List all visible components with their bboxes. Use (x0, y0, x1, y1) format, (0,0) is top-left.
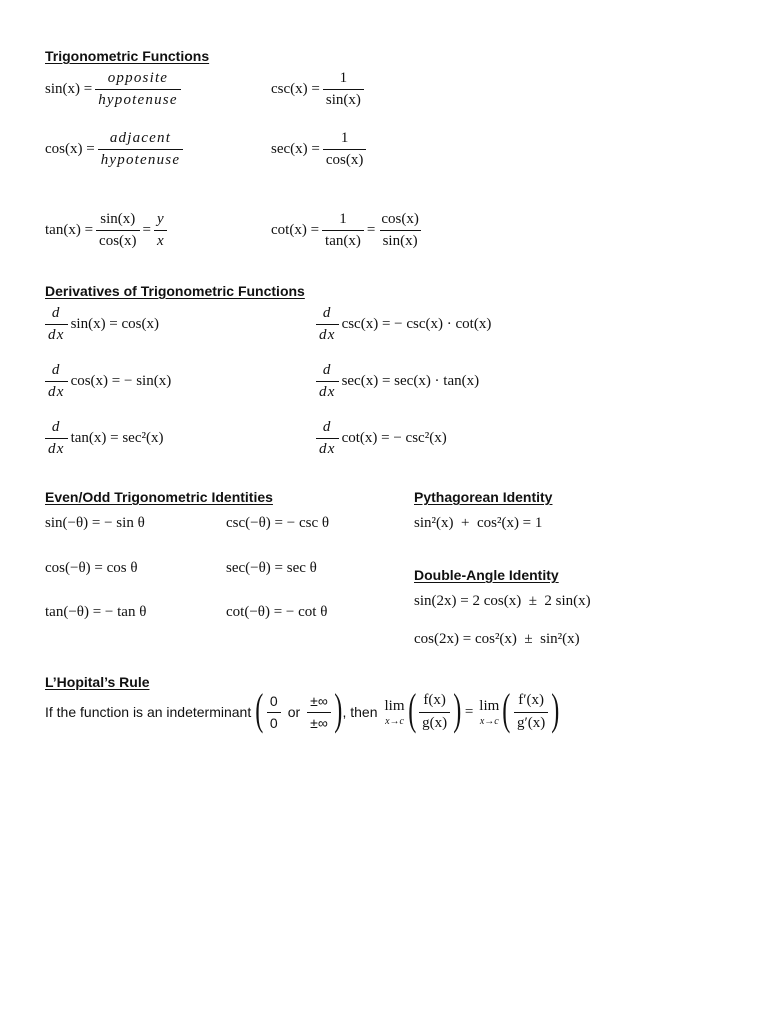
sec-denominator: cos(x) (323, 149, 367, 169)
right-paren: ) (334, 685, 343, 734)
d-dx (316, 362, 339, 402)
double-angle-cos: cos(2x) = cos²(x) ± sin²(x) (414, 631, 580, 647)
cos-denominator: hypotenuse (98, 149, 183, 169)
d-num: d (322, 362, 332, 378)
sin-numerator: opposite (107, 70, 169, 86)
d-den: dx (316, 438, 339, 458)
d-num: d (322, 419, 332, 435)
sin-lhs: sin(x) = (45, 81, 93, 98)
tan-fraction-1 (96, 211, 140, 251)
f-over-g (419, 692, 450, 732)
d-num: d (51, 305, 61, 321)
sec-definition (271, 130, 369, 170)
zero-over-zero (267, 693, 281, 730)
tan-denominator-1: cos(x) (96, 230, 140, 250)
gpx: g′(x) (514, 712, 548, 732)
lhopital-rule (45, 685, 560, 734)
heading-derivatives: Derivatives of Trigonometric Functions (45, 283, 305, 299)
heading-trig-functions: Trigonometric Functions (45, 48, 210, 64)
heading-even-odd: Even/Odd Trigonometric Identities (45, 489, 273, 505)
deriv-csc (316, 305, 491, 345)
frac2-den: ±∞ (307, 712, 331, 731)
or-text: or (287, 704, 301, 720)
then-text: , then (342, 704, 378, 720)
tan-definition (45, 211, 170, 251)
sin-fraction (95, 70, 180, 110)
lim-sub: x→c (385, 715, 404, 727)
evenodd-cos: cos(−θ) = cos θ (45, 560, 138, 576)
double-angle-sin: sin(2x) = 2 cos(x) ± 2 sin(x) (414, 593, 591, 609)
deriv-sec (316, 362, 479, 402)
frac2-num: ±∞ (310, 693, 328, 710)
left-paren: ( (407, 685, 416, 734)
sin-definition (45, 70, 184, 110)
lim-label: lim (384, 697, 405, 714)
deriv-sin (45, 305, 159, 345)
d-num: d (51, 419, 61, 435)
deriv-csc-rhs: csc(x) = − csc(x) · cot(x) (341, 316, 492, 333)
d-dx (45, 305, 68, 345)
deriv-sec-rhs: sec(x) = sec(x) · tan(x) (341, 373, 480, 390)
heading-double-angle: Double-Angle Identity (414, 567, 559, 583)
d-dx (316, 305, 339, 345)
equals: = (464, 703, 474, 720)
tan-numerator-2: y (157, 211, 164, 227)
gx: g(x) (419, 712, 450, 732)
deriv-cos (45, 362, 171, 402)
d-num: d (322, 305, 332, 321)
d-dx (45, 419, 68, 459)
sec-lhs: sec(x) = (271, 141, 320, 158)
d-dx (45, 362, 68, 402)
evenodd-sec: sec(−θ) = sec θ (226, 560, 317, 576)
csc-denominator: sin(x) (323, 89, 364, 109)
cot-lhs: cot(x) = (271, 222, 320, 239)
csc-fraction (323, 70, 364, 110)
cot-denominator-2: sin(x) (380, 230, 421, 250)
d-den: dx (45, 324, 68, 344)
cot-numerator-2: cos(x) (381, 211, 419, 227)
evenodd-cot: cot(−θ) = − cot θ (226, 604, 328, 620)
right-paren: ) (551, 685, 560, 734)
d-den: dx (316, 381, 339, 401)
cot-denominator-1: tan(x) (322, 230, 364, 250)
cot-equals: = (366, 222, 376, 239)
deriv-cot (316, 419, 447, 459)
fprime-over-gprime (514, 692, 548, 732)
deriv-tan (45, 419, 163, 459)
d-den: dx (45, 381, 68, 401)
cot-definition (271, 211, 425, 251)
deriv-cos-rhs: cos(x) = − sin(x) (70, 373, 172, 390)
limit-1 (385, 698, 405, 727)
sec-numerator: 1 (340, 130, 349, 146)
inf-over-inf (307, 693, 331, 730)
tan-denominator-2: x (154, 230, 167, 250)
sin-denominator: hypotenuse (95, 89, 180, 109)
sec-fraction (323, 130, 367, 170)
deriv-sin-rhs: sin(x) = cos(x) (70, 316, 160, 333)
csc-lhs: csc(x) = (271, 81, 320, 98)
heading-pythagorean: Pythagorean Identity (414, 489, 553, 505)
d-num: d (51, 362, 61, 378)
d-dx (316, 419, 339, 459)
cot-fraction-2 (378, 211, 422, 251)
evenodd-csc: csc(−θ) = − csc θ (226, 515, 330, 531)
cos-definition (45, 130, 186, 170)
lim-label: lim (479, 697, 500, 714)
fpx: f′(x) (518, 692, 544, 709)
limit-2 (479, 698, 499, 727)
evenodd-tan: tan(−θ) = − tan θ (45, 604, 147, 620)
d-den: dx (45, 438, 68, 458)
cot-fraction-1 (322, 211, 364, 251)
deriv-tan-rhs: tan(x) = sec²(x) (70, 430, 164, 447)
evenodd-sin: sin(−θ) = − sin θ (45, 515, 145, 531)
lim-sub: x→c (479, 715, 499, 727)
deriv-cot-rhs: cot(x) = − csc²(x) (341, 430, 447, 447)
csc-numerator: 1 (339, 70, 348, 86)
cos-lhs: cos(x) = (45, 141, 95, 158)
right-paren: ) (453, 685, 462, 734)
tan-lhs: tan(x) = (45, 222, 94, 239)
cos-fraction (98, 130, 183, 170)
frac1-num: 0 (269, 693, 278, 710)
frac1-den: 0 (267, 712, 281, 731)
fx: f(x) (423, 692, 446, 709)
left-paren: ( (255, 685, 264, 734)
pythagorean-formula: sin²(x) + cos²(x) = 1 (414, 515, 543, 531)
cot-numerator-1: 1 (339, 211, 347, 227)
tan-fraction-2 (154, 211, 167, 251)
lhopital-text: If the function is an indeterminant (45, 704, 252, 720)
d-den: dx (316, 324, 339, 344)
cos-numerator: adjacent (109, 130, 172, 146)
left-paren: ( (502, 685, 511, 734)
tan-equals: = (142, 222, 151, 239)
csc-definition (271, 70, 367, 110)
heading-lhopital: L’Hopital’s Rule (45, 674, 150, 690)
tan-numerator-1: sin(x) (100, 211, 136, 227)
